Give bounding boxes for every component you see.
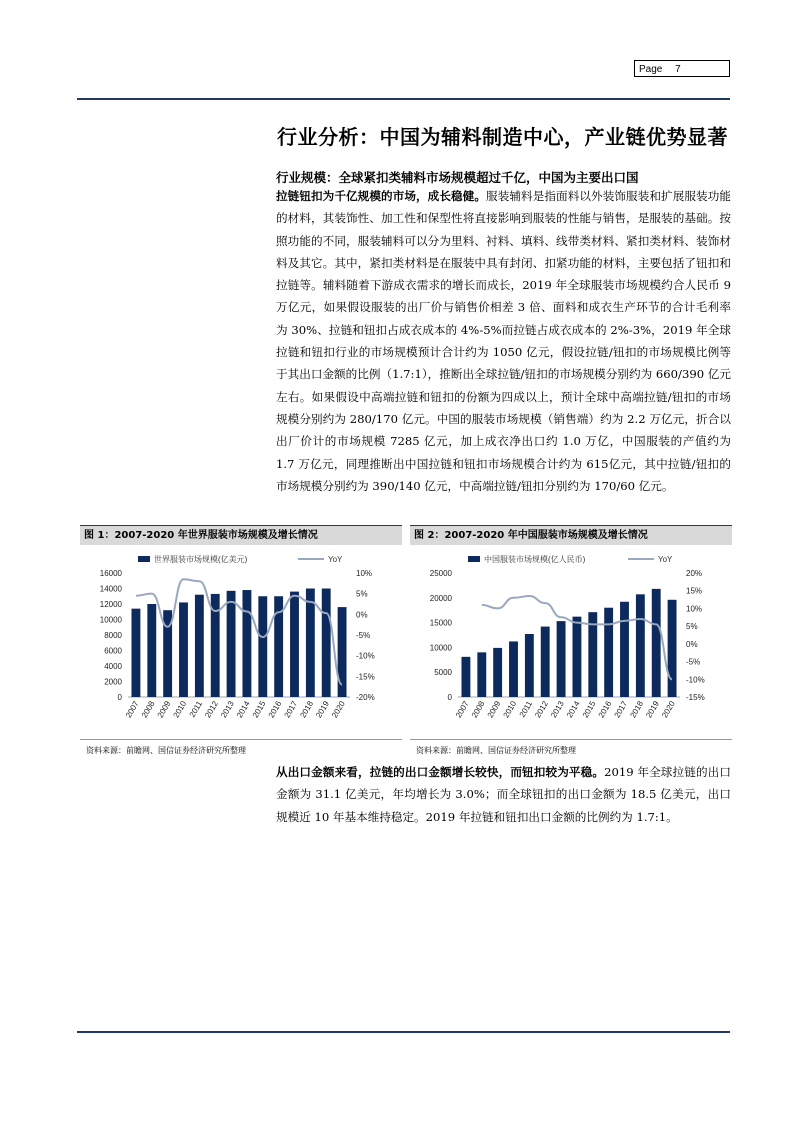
bar bbox=[227, 591, 236, 697]
bar bbox=[477, 652, 486, 697]
figure-1-chart bbox=[80, 545, 402, 735]
x-tick-label: 2009 bbox=[155, 699, 173, 720]
bar bbox=[179, 602, 188, 697]
bar bbox=[557, 621, 566, 697]
x-tick-label: 2013 bbox=[549, 699, 566, 720]
paragraph-1-lead: 拉链钮扣为千亿规模的市场，成长稳健。 bbox=[276, 189, 487, 203]
legend-bar-label: 世界服装市场规模(亿美元) bbox=[154, 555, 248, 564]
bar bbox=[306, 589, 315, 698]
figure-2 bbox=[410, 525, 732, 755]
legend-bar-swatch bbox=[468, 556, 480, 562]
x-tick-label: 2018 bbox=[298, 699, 316, 720]
bar bbox=[668, 600, 677, 697]
x-tick-label: 2007 bbox=[453, 699, 471, 720]
y-left-tick-label: 2000 bbox=[104, 677, 122, 687]
bar bbox=[604, 608, 613, 697]
figure-2-title: 图 2：2007-2020 年中国服装市场规模及增长情况 bbox=[410, 525, 732, 545]
figure-1-source: 资料来源：前瞻网、国信证券经济研究所整理 bbox=[86, 746, 246, 755]
page-label: Page bbox=[639, 64, 663, 75]
y-left-tick-label: 10000 bbox=[429, 643, 452, 653]
y-right-tick-label: 10% bbox=[686, 604, 703, 614]
legend-bar-label: 中国服装市场规模(亿人民币) bbox=[484, 555, 586, 564]
legend-bar-swatch bbox=[138, 556, 150, 562]
x-tick-label: 2013 bbox=[219, 699, 236, 720]
y-right-tick-label: 15% bbox=[686, 586, 703, 596]
y-right-tick-label: -10% bbox=[686, 675, 705, 685]
y-right-tick-label: 0% bbox=[356, 610, 368, 620]
y-left-tick-label: 10000 bbox=[99, 615, 122, 625]
paragraph-2-body: 2019 年全球拉链的出口金额为 31.1 亿美元，年均增长为 3.0%；而全球钮扣的出口金额为 18.5 亿美元，出口规模近 10 年基本维持稳定。2019 年拉链和钮扣出口金额的比例约为 1.7:1。 bbox=[276, 765, 731, 824]
x-tick-label: 2011 bbox=[517, 699, 535, 719]
y-right-tick-label: -5% bbox=[356, 631, 371, 640]
paragraph-2-lead: 从出口金额来看，拉链的出口金额增长较快，而钮扣较为平稳。 bbox=[276, 765, 605, 779]
bar bbox=[461, 657, 470, 697]
bar bbox=[290, 592, 299, 697]
footer-rule bbox=[77, 1031, 730, 1033]
x-tick-label: 2019 bbox=[644, 699, 661, 720]
y-right-tick-label: 5% bbox=[356, 589, 368, 599]
header-rule bbox=[77, 98, 730, 100]
x-tick-label: 2010 bbox=[171, 699, 189, 720]
figure-1-title: 图 1：2007-2020 年世界服装市场规模及增长情况 bbox=[80, 525, 402, 545]
y-left-tick-label: 25000 bbox=[429, 569, 452, 578]
figure-2-chart bbox=[410, 545, 732, 735]
y-left-tick-label: 4000 bbox=[104, 662, 122, 671]
x-tick-label: 2020 bbox=[330, 699, 347, 720]
x-tick-label: 2011 bbox=[187, 699, 205, 719]
bar bbox=[509, 641, 518, 697]
figure-1-rule bbox=[80, 739, 402, 740]
x-tick-label: 2017 bbox=[282, 699, 300, 720]
y-right-tick-label: -20% bbox=[356, 693, 375, 702]
y-right-tick-label: 5% bbox=[686, 622, 698, 632]
x-tick-label: 2017 bbox=[612, 699, 630, 720]
bar bbox=[572, 617, 581, 697]
x-tick-label: 2014 bbox=[564, 699, 582, 720]
x-tick-label: 2012 bbox=[533, 699, 550, 720]
x-tick-label: 2019 bbox=[314, 699, 331, 720]
figure-2-rule bbox=[410, 739, 732, 740]
y-right-tick-label: -5% bbox=[686, 657, 701, 667]
figure-2-source: 资料来源：前瞻网、国信证券经济研究所整理 bbox=[416, 746, 576, 755]
x-tick-label: 2012 bbox=[203, 699, 220, 720]
paragraph-2 bbox=[276, 761, 731, 828]
x-tick-label: 2016 bbox=[596, 699, 614, 720]
x-tick-label: 2008 bbox=[469, 699, 487, 720]
y-right-tick-label: 10% bbox=[356, 569, 373, 578]
bar bbox=[258, 596, 267, 697]
figure-1 bbox=[80, 525, 402, 755]
bar bbox=[131, 609, 140, 697]
y-left-tick-label: 0 bbox=[447, 693, 452, 702]
y-left-tick-label: 15000 bbox=[429, 618, 452, 628]
x-tick-label: 2018 bbox=[628, 699, 646, 720]
y-left-tick-label: 6000 bbox=[104, 646, 122, 656]
x-tick-label: 2020 bbox=[660, 699, 677, 720]
x-tick-label: 2008 bbox=[139, 699, 157, 720]
x-tick-label: 2015 bbox=[580, 699, 598, 720]
x-tick-label: 2015 bbox=[250, 699, 268, 720]
bar bbox=[652, 589, 661, 697]
x-tick-label: 2009 bbox=[485, 699, 503, 720]
y-left-tick-label: 0 bbox=[117, 693, 122, 702]
paragraph-1-body: 服装辅料是指面料以外装饰服装和扩展服装功能的材料，其装饰性、加工性和保型性将直接影响到服装的性能与销售，是服装的基础。按照功能的不同，服装辅料可以分为里料、衬料、填料、线带类材料、紧扣类材料、装饰材料及其它。其中，紧扣类材料是在服装中具有封闭、扣紧功能的材料，主要包括了钮扣和拉链等。辅料随着下游成衣需求的增长而成长，2019 年全球服装市场规模约合人民币 9 万亿元，如果假设服装的出厂价与销售价相差 3 倍、面料和成衣生产环节的合计毛利率为 30%、拉链和钮扣占成衣成本的 4%-5%而拉链占成衣成本的 2%-3%，2019 年全球拉链和钮扣行业的市场规模预计合计约为 1050 亿元，假设拉链/钮扣的市场规模比例等于其出口金额的比例（1.7:1），推断出全球拉链/钮扣的市场规模分别约为 660/390 亿元左右。如果假设中高端拉链和钮扣的份额为四成以上，预计全球中高端拉链/钮扣的市场规模分别约为 280/170 亿元。中国的服装市场规模（销售端）约为 2.2 万亿元，折合以出厂价计的市场规模 7285 亿元，加上成衣净出口约 1.0 万亿，中国服装的产值约为 1.7 万亿元，同理推断出中国拉链和钮扣市场规模合计约为 615亿元，其中拉链/钮扣的市场规模分别约为 390/140 亿元，中高端拉链/钮扣分别约为 170/60 亿元。 bbox=[276, 189, 731, 493]
y-right-tick-label: -15% bbox=[356, 672, 375, 682]
bar bbox=[620, 602, 629, 697]
y-right-tick-label: 20% bbox=[686, 569, 703, 578]
x-tick-label: 2007 bbox=[123, 699, 141, 720]
y-left-tick-label: 16000 bbox=[99, 569, 122, 578]
y-left-tick-label: 5000 bbox=[434, 668, 452, 678]
section-title: 行业分析：中国为辅料制造中心，产业链优势显著 bbox=[277, 125, 728, 149]
x-tick-label: 2010 bbox=[501, 699, 519, 720]
bar bbox=[322, 589, 331, 698]
bar bbox=[147, 604, 156, 697]
bar bbox=[636, 594, 645, 697]
x-tick-label: 2016 bbox=[266, 699, 284, 720]
page-number: 7 bbox=[675, 64, 681, 75]
y-left-tick-label: 8000 bbox=[104, 631, 122, 640]
bar bbox=[195, 595, 204, 697]
bar bbox=[493, 648, 502, 697]
y-right-tick-label: -10% bbox=[356, 651, 375, 661]
subsection-title: 行业规模：全球紧扣类辅料市场规模超过千亿，中国为主要出口国 bbox=[276, 170, 639, 185]
y-right-tick-label: -15% bbox=[686, 693, 705, 702]
legend-line-label: YoY bbox=[658, 555, 673, 564]
legend-line-label: YoY bbox=[328, 555, 343, 564]
page-number-box bbox=[634, 60, 730, 77]
paragraph-1 bbox=[276, 185, 731, 497]
y-right-tick-label: 0% bbox=[686, 639, 698, 649]
y-left-tick-label: 20000 bbox=[429, 593, 452, 603]
bar bbox=[242, 590, 251, 697]
x-tick-label: 2014 bbox=[234, 699, 252, 720]
y-left-tick-label: 14000 bbox=[99, 584, 122, 594]
bar bbox=[338, 607, 347, 697]
bar bbox=[541, 627, 550, 697]
bar bbox=[525, 634, 534, 697]
y-left-tick-label: 12000 bbox=[99, 600, 122, 609]
